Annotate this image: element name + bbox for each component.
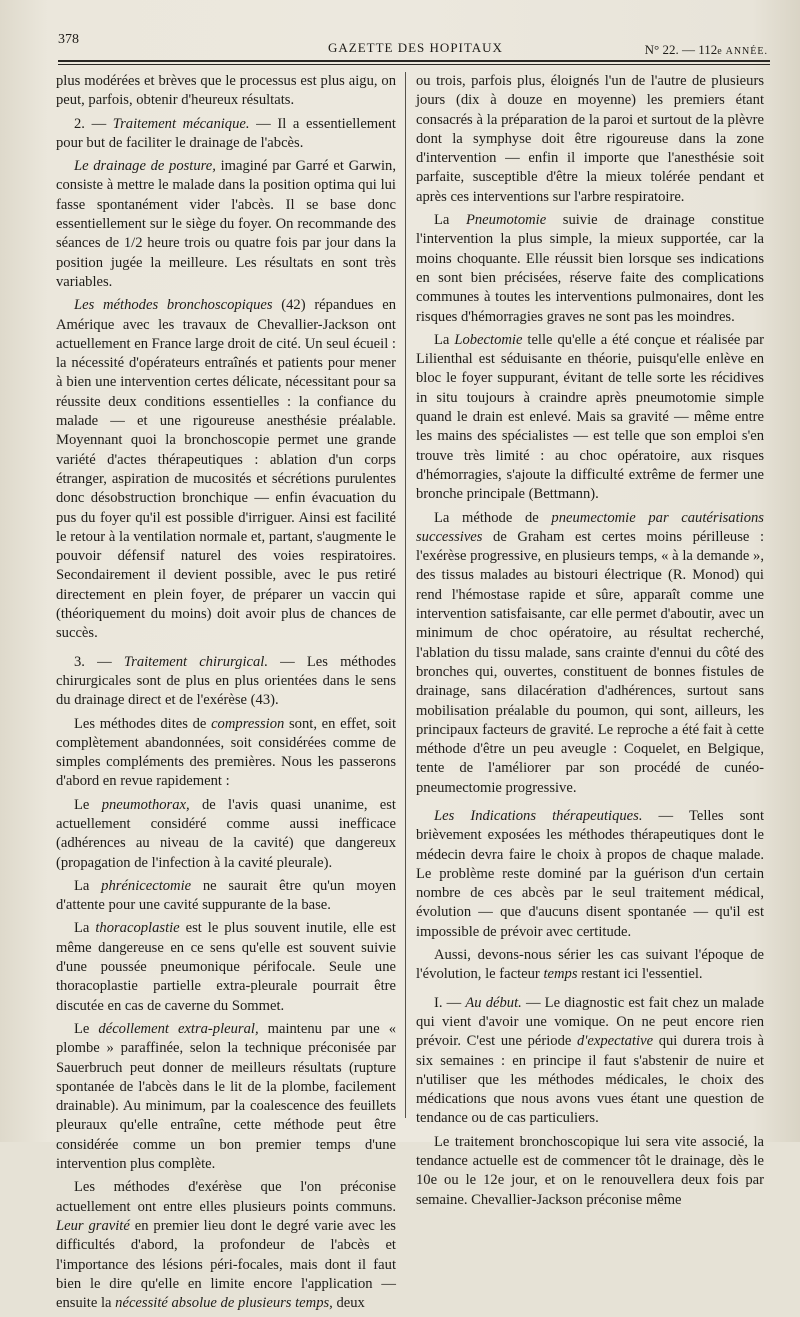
paragraph: La Pneumotomie suivie de drainage constitue l'intervention la plus simple, la mieux supportée, car la moins choquante. Elle réussit bien lorsque ses indications en sont bien précisées, réserve faite des complications communes à toutes les interventions pulmonaires, dont les risques d'hémorragies graves ne sont pas les moindres.: [416, 212, 764, 325]
header-rule: [58, 60, 770, 62]
column-divider: [405, 72, 406, 1118]
paragraph: Le drainage de posture, imaginé par Garré et Garwin, consiste à mettre le malade dans la position optima qui lui fasse spontanément vider l'abcès. Il se base donc essentiellement sur le siège du foyer. On recommande des séances de 1/2 heure trois ou quatre fois par jour dans la position jugée la meilleure. Les résultats en sont très variables.: [56, 158, 396, 290]
paragraph: Aussi, devons-nous sérier les cas suivant l'époque de l'évolution, le facteur temps restant ici l'essentiel.: [416, 947, 764, 983]
running-title: GAZETTE DES HOPITAUX: [328, 40, 503, 55]
paragraph: La Lobectomie telle qu'elle a été conçue et réalisée par Lilienthal est séduisante en théorie, puisqu'elle enlève en bloc le foyer suppurant, évitant de telle sorte les récidives in situ toujours à craindre après pneumotomie simple quand le drain est enlevé. Mais sa gravité — même entre les mains des spécialistes — est telle que son emploi s'en trouve très limité : au choc opératoire, aux risques d'hémorragies, s'ajoute la difficulté extrême de fermer une bronche principale (Bettmann).: [416, 331, 764, 503]
issue-number: N° 22. — 112e ANNÉE.: [644, 42, 768, 57]
header-rule-thin: [58, 64, 770, 65]
paragraph: Le décollement extra-pleural, maintenu par une « plombe » paraffinée, selon la technique préconisée par Sauerbruch peut donner de meilleurs résultats (rupture spontanée de l'abcès dans le lit de la plombe, facilement drainable). Au minimum, par la coalescence des feuillets pleuraux qu'elle entraîne, cette méthode peut être considérée comme un bon premier temps d'une intervention plus complète.: [56, 1020, 397, 1173]
page-number: 378: [58, 32, 79, 47]
paragraph: I. — Au début. — Le diagnostic est fait chez un malade qui vient d'avoir une vomique. On ne peut encore rien prévoir. C'est une période d'expectative qui durera trois à six semaines : en principe il faut s'abstenir de nuire et n'utiliser que les méthodes médicales, le choix des médications que nous avons vues étant une question de tendance ou de cas particuliers.: [416, 994, 764, 1127]
paragraph: Le pneumothorax, de l'avis quasi unanime, est actuellement considéré comme aussi inefficace (adhérences au niveau de la cavité) que dangereux (propagation de l'infection à la cavité pleurale).: [56, 796, 396, 871]
page-header: [58, 32, 768, 60]
paragraph: Les méthodes d'exérèse que l'on préconise actuellement ont entre elles plusieurs points communs. Leur gravité en premier lieu dont le degré varie avec les difficultés d'abord, la profondeur de l'abcès et l'importance des lésions péri-focales, mais dont il faut bien le dire qu'elle en limite encore l'application — ensuite la nécessité absolue de plusieurs temps, deux: [56, 1179, 396, 1312]
paragraph: La méthode de pneumectomie par cautérisations successives de Graham est certes moins périlleuse : l'exérèse progressive, en plusieurs temps, « à la demande », des tissus malades au bistouri électrique (R. Monod) qui rend l'hémostase rapide et sûre, apparaît comme une intervention satisfaisante, car elle permet d'aboutir, avec un minimum de choc opératoire, au résultat recherché, l'ablation du tissu malade, sans crainte d'ennui du côté des bronches qui, ouvertes, constituent de bonnes fistules de drainage, sans dilacération d'adhérences, surtout sans mobilisation préalable du poumon, qui sont, ailleurs, les principaux facteurs de gravité. Le reproche a été fait à cette méthode d'être un peu aveugle : Coquelet, en Belgique, tente de l'améliorer par son procédé de cunéo-pneumectomie progressive.: [416, 509, 764, 796]
paragraph: 3. — Traitement chirurgical. — Les méthodes chirurgicales sont de plus en plus orientées dans le sens du drainage direct et de l'exérèse (43).: [56, 653, 396, 709]
left-column: [56, 72, 396, 1317]
paragraph: ou trois, parfois plus, éloignés l'un de l'autre de plusieurs jours (dix à douze en moyenne) les premiers étant consacrés à la préparation de la paroi et surtout de la plèvre dont la symphyse doit être rigoureuse dans la zone d'intervention — enfin il importe que l'anesthésie soit parfaite, susceptible d'être la mieux tolérée pendant et après ces interventions sur l'arbre respiratoire.: [416, 73, 764, 205]
paragraph: Les Indications thérapeutiques. — Telles sont brièvement exposées les méthodes thérapeutiques dont le médecin devra faire le choix à propos de chaque malade. Le problème reste dominé par la guérison d'un certain nombre de ces abcès par le seul traitement médical, évolution — que d'aucuns disent spontanée — qu'il est impossible de prévoir avec certitude.: [416, 807, 765, 940]
paragraph: La thoracoplastie est le plus souvent inutile, elle est même dangereuse en ce sens qu'elle est souvent suivie d'une poussée pneumonique périfocale. Seule une thoracoplastie partielle extra-pleurale pourrait être discutée en cas de caverne du Sommet.: [56, 920, 396, 1014]
paragraph: plus modérées et brèves que le processus est plus aigu, on peut, parfois, obtenir d'heureux résultats.: [56, 73, 396, 109]
paragraph: Les méthodes bronchoscopiques (42) répandues en Amérique avec les travaux de Chevallier-Jackson ont actuellement en France large droit de cité. Un seul écueil : la nécessité d'opérateurs entraînés et patients pour mener à bien une intervention certes délicate, nécessitant pour sa réussite deux conditions essentielles : la confiance du malade — et une rigoureuse anesthésie préalable. Moyennant quoi la bronchoscopie permet une grande variété d'actes thérapeutiques : ablation d'un corps étranger, aspiration de mucosités et sécrétions purulentes donc désobstruction bronchique — enfin évacuation du pus du foyer qu'il est possible d'irriguer. Ainsi est facilité le retour à la ventilation normale et, partant, s'augmente le pouvoir défensif naturel des voies respiratoires. Secondairement il devient possible, avec le pus retiré directement en plein foyer, de préparer un vaccin qui (théoriquement du moins) doit avoir plus de chances de succès.: [56, 297, 396, 642]
paragraph: La phrénicectomie ne saurait être qu'un moyen d'attente pour une cavité suppurante de la base.: [56, 877, 396, 914]
paragraph: Les méthodes dites de compression sont, en effet, soit complètement abandonnées, soit considérées comme de simples compléments des premières. Nous les passerons d'abord en revue rapidement :: [56, 715, 396, 790]
paragraph: Le traitement bronchoscopique lui sera vite associé, la tendance actuelle est de commencer tôt le drainage, dès le 10e ou le 12e jour, et on le renouvellera deux fois par semaine. Chevallier-Jackson préconise même: [416, 1133, 764, 1208]
paragraph: 2. — Traitement mécanique. — Il a essentiellement pour but de faciliter le drainage de l'abcès.: [56, 115, 396, 151]
right-column: [416, 72, 764, 1214]
